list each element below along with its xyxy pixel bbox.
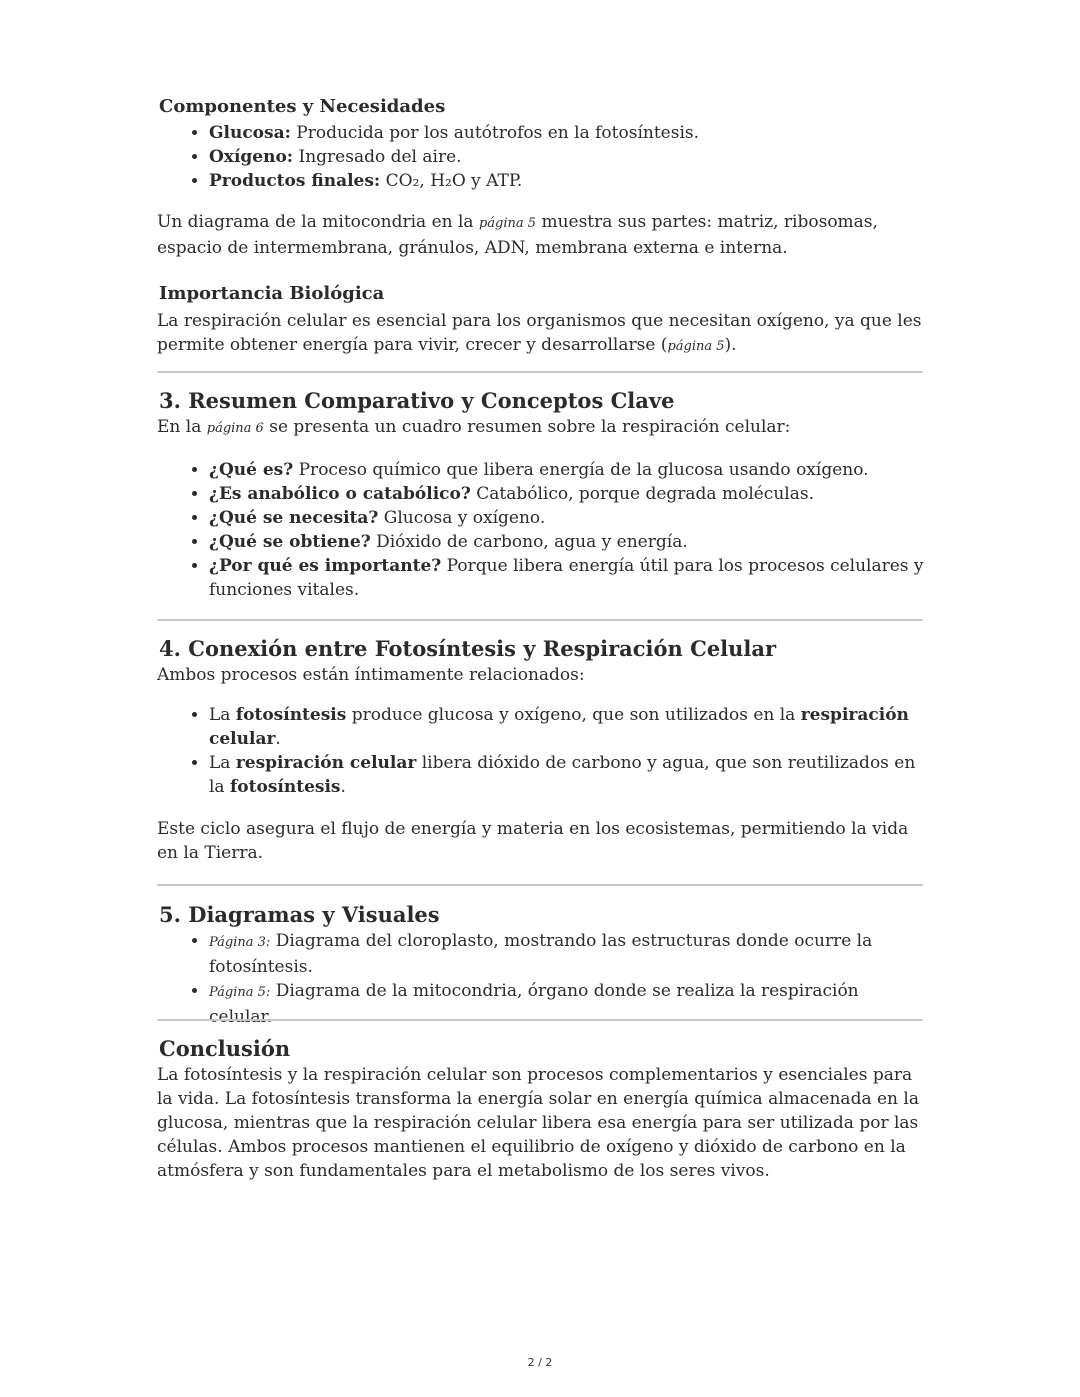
bold-text: ¿Qué se necesita? bbox=[209, 508, 379, 528]
page-reference: página 5 bbox=[667, 339, 725, 354]
bold-text: fotosíntesis bbox=[235, 705, 347, 725]
page-reference: Página 3: bbox=[209, 935, 271, 950]
summary-list bbox=[157, 458, 925, 602]
text-segment: Ambos procesos están íntimamente relacionados: bbox=[157, 665, 585, 685]
divider bbox=[157, 371, 923, 373]
text-segment: La fotosíntesis y la respiración celular son procesos complementarios y esenciales para la vida. La fotosíntesis transforma la energía solar en energía química almacenada en la glucosa, mientras que la respiración celular libera esa energía para ser utilizada por las células. Ambos procesos mantienen el equilibrio de oxígeno y dióxido de carbono en la atmósfera y son fundamentales para el metabolismo de los seres vivos. bbox=[157, 1065, 919, 1181]
summary-section bbox=[157, 387, 925, 602]
connection-list bbox=[157, 703, 925, 799]
conclusion-section bbox=[157, 1035, 925, 1183]
text-segment: muestra sus partes: matriz, ribosomas, espacio de intermembrana, gránulos, ADN, membrana externa e interna. bbox=[157, 212, 878, 258]
bold-text: Glucosa: bbox=[209, 123, 291, 143]
bold-text: Productos finales: bbox=[209, 171, 381, 191]
importance-heading: Importancia Biológica bbox=[159, 283, 385, 304]
bold-text: ¿Qué es? bbox=[209, 460, 294, 480]
text-segment: Diagrama del cloroplasto, mostrando las estructuras donde ocurre la fotosíntesis. bbox=[209, 931, 873, 977]
components-list bbox=[157, 121, 925, 193]
text-segment: . bbox=[275, 729, 281, 749]
text-segment: produce glucosa y oxígeno, que son utilizados en la bbox=[346, 705, 801, 725]
summary-heading: 3. Resumen Comparativo y Conceptos Clave bbox=[159, 388, 675, 413]
connection-intro bbox=[157, 663, 925, 687]
list-item bbox=[209, 530, 925, 554]
components-heading: Componentes y Necesidades bbox=[159, 96, 446, 117]
list-item bbox=[209, 703, 925, 751]
text-segment: La respiración celular es esencial para los organismos que necesitan oxígeno, ya que les permite obtener energía para vivir, crecer y desarrollarse ( bbox=[157, 311, 922, 355]
text-segment: Glucosa y oxígeno. bbox=[378, 508, 546, 528]
divider bbox=[157, 884, 923, 886]
page-reference: página 6 bbox=[206, 421, 264, 436]
page-reference: Página 5: bbox=[209, 985, 271, 1000]
diagrams-section bbox=[157, 901, 925, 1029]
diagrams-heading: 5. Diagramas y Visuales bbox=[159, 902, 440, 927]
text-segment: Producida por los autótrofos en la fotosíntesis. bbox=[290, 123, 700, 143]
text-segment: Diagrama de la mitocondria, órgano donde se realiza la respiración celular. bbox=[209, 981, 859, 1027]
list-item bbox=[209, 169, 925, 193]
text-segment: La bbox=[209, 705, 236, 725]
text-segment: Dióxido de carbono, agua y energía. bbox=[370, 532, 688, 552]
diagrams-list bbox=[157, 929, 925, 1029]
mitochondria-paragraph bbox=[157, 210, 925, 260]
text-segment: La bbox=[209, 753, 236, 773]
text-segment: CO₂, H₂O y ATP. bbox=[380, 171, 523, 191]
bold-text: ¿Qué se obtiene? bbox=[209, 532, 371, 552]
divider bbox=[157, 1019, 923, 1021]
text-segment: se presenta un cuadro resumen sobre la respiración celular: bbox=[263, 417, 791, 437]
conclusion-paragraph bbox=[157, 1063, 925, 1183]
list-item bbox=[209, 506, 925, 530]
bold-text: fotosíntesis bbox=[229, 777, 341, 797]
bold-text: Oxígeno: bbox=[209, 147, 294, 167]
page-reference: página 5 bbox=[478, 216, 537, 231]
list-item bbox=[209, 554, 925, 602]
list-item bbox=[209, 929, 925, 979]
components-section bbox=[157, 95, 925, 359]
text-segment: Porque libera energía útil para los procesos celulares y funciones vitales. bbox=[209, 556, 924, 600]
list-item bbox=[209, 145, 925, 169]
bold-text: respiración celular bbox=[235, 753, 417, 773]
bold-text: ¿Es anabólico o catabólico? bbox=[209, 484, 471, 504]
bold-text: respiración celular bbox=[209, 705, 909, 749]
text-segment: Un diagrama de la mitocondria en la bbox=[157, 212, 479, 232]
summary-intro bbox=[157, 415, 925, 441]
list-item bbox=[209, 979, 925, 1029]
text-segment: Este ciclo asegura el flujo de energía y materia en los ecosistemas, permitiendo la vida en la Tierra. bbox=[157, 819, 909, 863]
text-segment: En la bbox=[157, 417, 207, 437]
list-item bbox=[209, 751, 925, 799]
divider bbox=[157, 619, 923, 621]
bold-text: ¿Por qué es importante? bbox=[209, 556, 442, 576]
importance-paragraph bbox=[157, 309, 925, 359]
page-number: 2 / 2 bbox=[527, 1356, 553, 1369]
text-segment: libera dióxido de carbono y agua, que son reutilizados en la bbox=[209, 753, 916, 797]
text-segment: . bbox=[340, 777, 346, 797]
connection-heading: 4. Conexión entre Fotosíntesis y Respiración Celular bbox=[159, 636, 777, 661]
connection-outro bbox=[157, 817, 925, 865]
conclusion-heading: Conclusión bbox=[159, 1036, 291, 1061]
list-item bbox=[209, 482, 925, 506]
list-item bbox=[209, 121, 925, 145]
connection-section bbox=[157, 635, 925, 865]
text-segment: Ingresado del aire. bbox=[293, 147, 462, 167]
text-segment: ). bbox=[724, 335, 737, 355]
text-segment: Catabólico, porque degrada moléculas. bbox=[470, 484, 814, 504]
text-segment: Proceso químico que libera energía de la glucosa usando oxígeno. bbox=[293, 460, 869, 480]
list-item bbox=[209, 458, 925, 482]
